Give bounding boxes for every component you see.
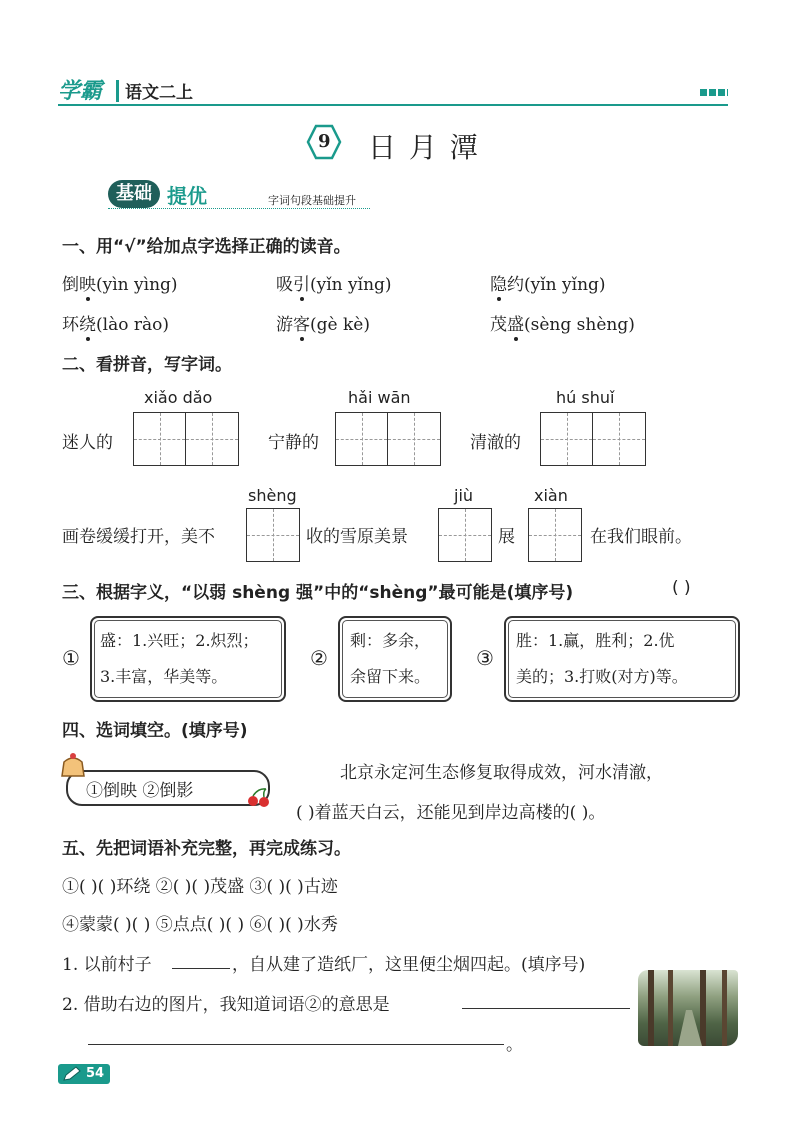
writing-grid-5[interactable] [438, 508, 492, 562]
lesson-title: 日 月 潭 [368, 131, 480, 164]
header-marks [700, 89, 728, 96]
q3-option-2-line2: 余留下来。 [350, 667, 431, 686]
q5-sub2-blank-1[interactable] [462, 1008, 630, 1009]
brand-logo: 学霸 [58, 79, 103, 104]
q4-title: 四、选词填空。(填序号) [62, 721, 248, 741]
q3-option-2-line1: 剩：多余， [350, 631, 431, 650]
q3-option-1-line1: 盛：1.兴旺；2.炽烈； [100, 631, 259, 650]
q3-option-2-num: ② [310, 646, 328, 670]
q3-option-3-line2: 美的；3.打败(对方)等。 [516, 667, 688, 686]
q1-item-3: 隐约(yǐn yǐng) [490, 270, 606, 295]
cake-icon [58, 752, 88, 778]
q5-sub2-end: 。 [506, 1035, 523, 1055]
writing-grid-6[interactable] [528, 508, 582, 562]
q2-prefix-2: 宁静的 [268, 433, 319, 453]
q4-choices: ①倒映 ②倒影 [86, 781, 194, 801]
q2-pinyin-1: xiǎo dǎo [144, 388, 213, 407]
section-label: 提优 [167, 184, 207, 208]
writing-grid-2[interactable] [335, 412, 441, 466]
cherry-icon [246, 786, 272, 808]
q3-option-3-line1: 胜：1.赢，胜利；2.优 [516, 631, 675, 650]
pencil-icon [62, 1066, 82, 1082]
section-sublabel: 字词句段基础提升 [268, 194, 356, 207]
q1-item-6: 茂盛(sèng shèng) [490, 310, 635, 335]
q3-option-1-num: ① [62, 646, 80, 670]
q1-item-2: 吸引(yǐn yǐng) [276, 270, 392, 295]
lesson-number: 9 [318, 131, 331, 152]
header-divider [116, 80, 119, 102]
q3-option-1-line2: 3.丰富，华美等。 [100, 667, 228, 686]
q3-title: 三、根据字义，“以弱 shèng 强”中的“shèng”最可能是(填序号) [62, 583, 574, 603]
header-rule [58, 104, 728, 106]
header-subject: 语文二上 [125, 83, 193, 103]
q2-title: 二、看拼音，写字词。 [62, 355, 232, 375]
q4-line-2: ( )着蓝天白云，还能见到岸边高楼的( )。 [296, 803, 606, 823]
writing-grid-4[interactable] [246, 508, 300, 562]
q2-prefix-1: 迷人的 [62, 433, 113, 453]
q5-sub2-blank-2[interactable] [88, 1044, 504, 1045]
lesson-number-badge [306, 124, 342, 160]
q3-answer-paren[interactable]: ( ) [672, 578, 691, 598]
writing-grid-3[interactable] [540, 412, 646, 466]
page-number: 54 [86, 1066, 105, 1081]
q1-item-1: 倒映(yìn yìng) [62, 270, 178, 295]
section-dotted-line [108, 208, 370, 209]
q2-sentence-3: 展 [498, 527, 515, 547]
q5-sub1-start: 1. 以前村子 [62, 955, 152, 975]
q5-sub2: 2. 借助右边的图片，我知道词语②的意思是 [62, 995, 390, 1015]
q2-pinyin-3: hú shuǐ [556, 388, 615, 407]
q2-sentence-4: 在我们眼前。 [590, 527, 692, 547]
writing-grid-1[interactable] [133, 412, 239, 466]
section-badge: 基础 [108, 180, 160, 208]
q2-pinyin-4: shèng [248, 486, 297, 505]
q5-title: 五、先把词语补充完整，再完成练习。 [62, 839, 351, 859]
q5-row-2: ④蒙蒙( )( ) ⑤点点( )( ) ⑥( )( )水秀 [62, 915, 338, 935]
q2-pinyin-6: xiàn [534, 486, 568, 505]
q5-sub1-blank[interactable] [172, 968, 230, 969]
q5-row-1: ①( )( )环绕 ②( )( )茂盛 ③( )( )古迹 [62, 877, 338, 897]
q4-line-1: 北京永定河生态修复取得成效，河水清澈， [340, 763, 663, 783]
forest-photo [638, 970, 738, 1046]
q1-item-4: 环绕(lào rào) [62, 310, 169, 335]
q2-pinyin-2: hǎi wān [348, 388, 411, 407]
q3-option-3-num: ③ [476, 646, 494, 670]
q2-sentence-1: 画卷缓缓打开，美不 [62, 527, 215, 547]
q2-sentence-2: 收的雪原美景 [306, 527, 408, 547]
q2-pinyin-5: jiù [454, 486, 474, 505]
q2-prefix-3: 清澈的 [470, 433, 521, 453]
q1-title: 一、用“√”给加点字选择正确的读音。 [62, 237, 351, 257]
q1-item-5: 游客(gè kè) [276, 310, 370, 335]
q5-sub1-end: ，自从建了造纸厂，这里便尘烟四起。(填序号) [232, 955, 586, 975]
